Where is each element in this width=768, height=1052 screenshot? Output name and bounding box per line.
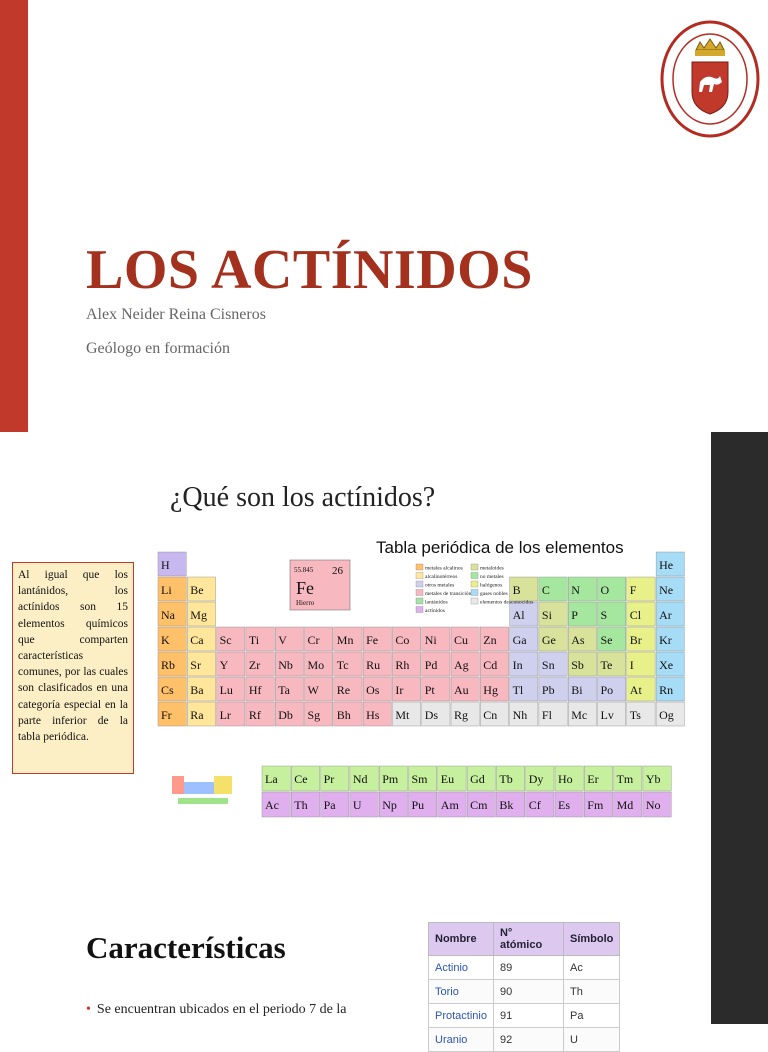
table-row bbox=[429, 1028, 620, 1052]
dark-side-bar bbox=[711, 432, 768, 1024]
element-symbol-label: Cl bbox=[629, 608, 642, 622]
element-symbol-label: Po bbox=[600, 683, 614, 697]
actinide-symbol: Fm bbox=[587, 798, 604, 812]
element-symbol-label: Be bbox=[190, 583, 204, 597]
legend-swatch bbox=[471, 564, 478, 570]
lanthanide-symbol: Pm bbox=[382, 772, 399, 786]
legend-swatch bbox=[416, 598, 423, 604]
element-symbol-label: Ca bbox=[190, 633, 204, 647]
element-symbol-label: I bbox=[629, 658, 634, 672]
lanthanide-symbol: Dy bbox=[528, 772, 544, 786]
element-symbol-label: Sc bbox=[219, 633, 232, 647]
header-name: Nombre bbox=[429, 923, 494, 956]
legend-swatch bbox=[416, 564, 423, 570]
element-symbol-label: Mc bbox=[571, 708, 588, 722]
table-row bbox=[429, 980, 620, 1004]
element-symbol-label: Tl bbox=[512, 683, 524, 697]
accent-bar bbox=[0, 0, 28, 432]
lanthanide-symbol: La bbox=[265, 772, 278, 786]
element-symbol-label: Pb bbox=[541, 683, 555, 697]
element-symbol-label: Tc bbox=[336, 658, 349, 672]
element-symbol-label: Y bbox=[219, 658, 229, 672]
element-symbol-label: Rb bbox=[161, 658, 176, 672]
element-symbol-label: Db bbox=[278, 708, 293, 722]
s-block-icon bbox=[172, 776, 184, 794]
lanthanide-symbol: Ho bbox=[558, 772, 573, 786]
legend-swatch bbox=[416, 581, 423, 587]
actinide-symbol: Pa bbox=[323, 798, 336, 812]
element-symbol-label: Te bbox=[600, 658, 613, 672]
element-symbol-label: Pt bbox=[424, 683, 435, 697]
periodic-table-title: Tabla periódica de los elementos bbox=[376, 538, 624, 557]
legend-label: otros metales bbox=[425, 582, 455, 589]
p-block-icon bbox=[214, 776, 232, 794]
element-symbol-label: Og bbox=[659, 708, 674, 722]
university-seal-logo bbox=[660, 20, 760, 138]
actinides-description-box: Al igual que los lantánidos, los actínidos son 15 elementos químicos que comparten características comunes, por las cuales son clasificados en una categoría especial en la parte inferior de la tabla periódica. bbox=[12, 562, 134, 774]
legend-label: no metales bbox=[480, 574, 504, 580]
element-symbol-label: Mt bbox=[395, 708, 410, 722]
element-symbol-label: Ta bbox=[278, 683, 291, 697]
legend-label: metales de transición bbox=[425, 591, 472, 597]
legend-swatch bbox=[416, 607, 423, 613]
actinide-symbol: Cf bbox=[528, 798, 541, 812]
lanthanide-symbol: Nd bbox=[352, 772, 368, 786]
author-name: Alex Neider Reina Cisneros bbox=[86, 306, 266, 323]
element-symbol-label: H bbox=[161, 558, 170, 572]
element-symbol-label: Li bbox=[161, 583, 172, 597]
atomic-number: 89 bbox=[493, 956, 563, 980]
legend-swatch bbox=[416, 573, 423, 579]
element-symbol-label: Ti bbox=[248, 633, 260, 647]
actinide-symbol: Md bbox=[616, 798, 634, 812]
element-name-link[interactable]: Uranio bbox=[429, 1028, 494, 1052]
element-symbol-label: Rh bbox=[395, 658, 410, 672]
element-symbol-label: P bbox=[571, 608, 578, 622]
lanthanide-symbol: Yb bbox=[645, 772, 661, 786]
element-symbol: Th bbox=[563, 980, 619, 1004]
element-symbol-label: S bbox=[600, 608, 608, 622]
element-symbol-label: Ds bbox=[424, 708, 439, 722]
d-block-icon bbox=[184, 782, 214, 794]
element-symbol-label: Re bbox=[336, 683, 351, 697]
element-symbol-label: Se bbox=[600, 633, 613, 647]
element-symbol-label: Rn bbox=[659, 683, 674, 697]
element-symbol-label: At bbox=[629, 683, 642, 697]
bullet-item bbox=[86, 1002, 386, 1018]
element-name-link[interactable]: Protactinio bbox=[429, 1004, 494, 1028]
element-symbol-label: Ru bbox=[366, 658, 381, 672]
table-header-row bbox=[429, 923, 620, 956]
header-symbol: Símbolo bbox=[563, 923, 619, 956]
actinide-symbol: Pu bbox=[411, 798, 425, 812]
legend-label: halógenos bbox=[480, 582, 503, 589]
title-slide bbox=[0, 0, 768, 432]
element-symbol-label: Lv bbox=[600, 708, 614, 722]
legend-swatch bbox=[471, 573, 478, 579]
element-symbol-label: Zn bbox=[483, 633, 497, 647]
lanthanide-symbol: Ce bbox=[294, 772, 308, 786]
actinide-symbol: Es bbox=[558, 798, 570, 812]
lanthanide-symbol: Gd bbox=[470, 772, 485, 786]
bullet-text: Se encuentran ubicados en el periodo 7 de la bbox=[96, 1002, 347, 1017]
example-name: Hierro bbox=[296, 599, 315, 607]
actinide-symbol: Ac bbox=[265, 798, 279, 812]
element-symbol-label: N bbox=[571, 583, 580, 597]
element-symbol-label: Bh bbox=[336, 708, 351, 722]
characteristics-title: Características bbox=[86, 930, 286, 965]
lanthanide-symbol: Er bbox=[587, 772, 599, 786]
actinide-symbol: Bk bbox=[499, 798, 514, 812]
element-symbol-label: Fl bbox=[541, 708, 552, 722]
element-symbol-label: Zr bbox=[248, 658, 261, 672]
element-symbol-label: Ar bbox=[659, 608, 672, 622]
bullet-icon: • bbox=[86, 1002, 91, 1017]
element-symbol-label: Cd bbox=[483, 658, 498, 672]
element-symbol-label: Rf bbox=[248, 708, 261, 722]
element-symbol-label: Kr bbox=[659, 633, 672, 647]
legend-label: alcalinotérreos bbox=[425, 574, 458, 580]
legend-swatch bbox=[471, 590, 478, 596]
lanthanide-symbol: Tm bbox=[616, 772, 634, 786]
element-symbol-label: Nh bbox=[512, 708, 528, 722]
periodic-table-image bbox=[138, 530, 706, 890]
legend-label: metales alcalinos bbox=[425, 565, 463, 572]
element-symbol-label: Ba bbox=[190, 683, 204, 697]
actinides-table bbox=[428, 922, 620, 1052]
example-mass: 55.845 bbox=[294, 566, 314, 574]
element-symbol-label: Xe bbox=[659, 658, 674, 672]
atomic-number: 92 bbox=[493, 1028, 563, 1052]
element-symbol-label: Ir bbox=[395, 683, 404, 697]
legend-swatch bbox=[471, 598, 478, 604]
element-symbol-label: Ge bbox=[541, 633, 556, 647]
element-symbol-label: Cs bbox=[161, 683, 174, 697]
element-symbol-label: B bbox=[512, 583, 521, 597]
element-symbol-label: F bbox=[629, 583, 637, 597]
element-symbol-label: Cu bbox=[454, 633, 469, 647]
lanthanide-symbol: Sm bbox=[411, 772, 428, 786]
element-symbol-label: K bbox=[161, 633, 170, 647]
element-symbol-label: Na bbox=[161, 608, 175, 622]
element-symbol-label: Mg bbox=[190, 608, 207, 622]
element-symbol-label: Lu bbox=[219, 683, 233, 697]
element-symbol-label: Cr bbox=[307, 633, 320, 647]
element-symbol-label: Ts bbox=[629, 708, 641, 722]
element-symbol-label: Rg bbox=[454, 708, 469, 722]
atomic-number: 90 bbox=[493, 980, 563, 1004]
table-row bbox=[429, 956, 620, 980]
content-slide bbox=[0, 432, 768, 1046]
element-symbol-label: In bbox=[512, 658, 523, 672]
legend-swatch bbox=[416, 590, 423, 596]
lanthanide-symbol: Eu bbox=[440, 772, 455, 786]
actinide-symbol: Np bbox=[382, 798, 397, 812]
atomic-number: 91 bbox=[493, 1004, 563, 1028]
element-symbol-label: Mo bbox=[307, 658, 325, 672]
element-symbol-label: Pd bbox=[424, 658, 438, 672]
element-symbol-label: Hs bbox=[366, 708, 380, 722]
element-symbol-label: Au bbox=[454, 683, 469, 697]
element-symbol-label: Sr bbox=[190, 658, 201, 672]
element-symbol-label: Ni bbox=[424, 633, 437, 647]
actinide-symbol: Am bbox=[440, 798, 459, 812]
element-symbol-label: O bbox=[600, 583, 610, 597]
legend-label: elementos desconocidos bbox=[480, 599, 534, 606]
legend-swatch bbox=[471, 581, 478, 587]
actinide-symbol: U bbox=[352, 798, 362, 812]
element-symbol-label: Nb bbox=[278, 658, 293, 672]
element-symbol-label: W bbox=[307, 683, 319, 697]
element-symbol-label: Ag bbox=[454, 658, 469, 672]
element-symbol: Ac bbox=[563, 956, 619, 980]
legend-label: metaloides bbox=[480, 565, 504, 572]
element-name-link[interactable]: Actinio bbox=[429, 956, 494, 980]
element-symbol-label: V bbox=[278, 633, 287, 647]
element-symbol-label: Hg bbox=[483, 683, 498, 697]
element-symbol-label: Lr bbox=[219, 708, 231, 722]
element-symbol-label: Ga bbox=[512, 633, 527, 647]
element-symbol-label: As bbox=[571, 633, 585, 647]
element-symbol-label: Al bbox=[512, 608, 525, 622]
element-symbol-label: Fe bbox=[366, 633, 379, 647]
legend-label: lantánidos bbox=[425, 599, 448, 606]
element-symbol-label: Fr bbox=[161, 708, 172, 722]
actinide-symbol: Cm bbox=[470, 798, 488, 812]
header-number: N° atómico bbox=[493, 923, 563, 956]
element-symbol-label: Bi bbox=[571, 683, 583, 697]
slide-title: ¿Qué son los actínidos? bbox=[170, 482, 436, 513]
example-number: 26 bbox=[332, 565, 343, 577]
element-symbol: U bbox=[563, 1028, 619, 1052]
element-symbol-label: Mn bbox=[336, 633, 354, 647]
table-row bbox=[429, 1004, 620, 1028]
element-symbol-label: Os bbox=[366, 683, 380, 697]
author-role: Geólogo en formación bbox=[86, 340, 230, 357]
element-symbol-label: C bbox=[541, 583, 550, 597]
element-symbol-label: Cn bbox=[483, 708, 498, 722]
element-symbol-label: He bbox=[659, 558, 674, 572]
legend-label: actínidos bbox=[425, 608, 445, 614]
element-symbol-label: Sb bbox=[571, 658, 584, 672]
example-symbol: Fe bbox=[296, 578, 314, 598]
element-symbol: Pa bbox=[563, 1004, 619, 1028]
element-symbol-label: Ra bbox=[190, 708, 204, 722]
element-symbol-label: Si bbox=[541, 608, 552, 622]
presentation-title: LOS ACTÍNIDOS bbox=[86, 239, 533, 301]
element-symbol-label: Br bbox=[629, 633, 642, 647]
element-name-link[interactable]: Torio bbox=[429, 980, 494, 1004]
lanthanide-symbol: Pr bbox=[323, 772, 335, 786]
actinide-symbol: Th bbox=[294, 798, 308, 812]
f-block-icon bbox=[178, 798, 228, 804]
element-symbol-label: Hf bbox=[248, 683, 262, 697]
element-symbol-label: Co bbox=[395, 633, 410, 647]
element-symbol-label: Sn bbox=[541, 658, 555, 672]
actinide-symbol: No bbox=[645, 798, 661, 812]
element-symbol-label: Ne bbox=[659, 583, 674, 597]
legend-label: gases nobles bbox=[480, 591, 508, 597]
element-symbol-label: Sg bbox=[307, 708, 321, 722]
lanthanide-symbol: Tb bbox=[499, 772, 513, 786]
